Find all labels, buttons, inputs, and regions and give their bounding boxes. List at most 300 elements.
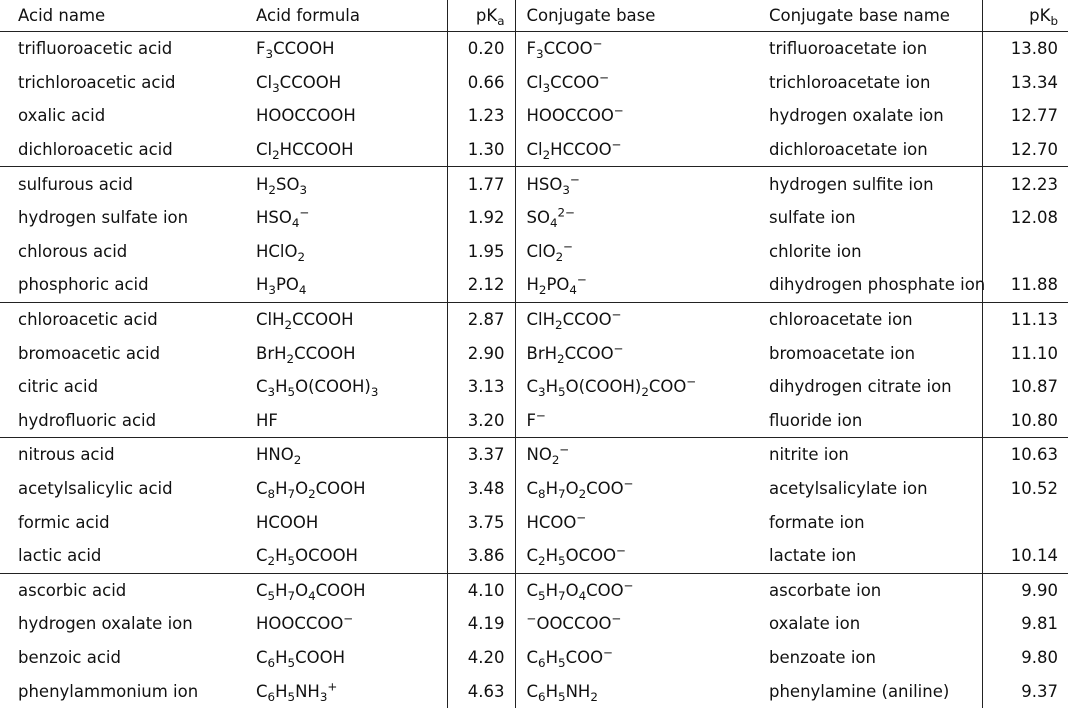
- acid-formula-cell-part: HCCOOH: [279, 140, 354, 160]
- conjugate-base-cell-part: 3: [538, 385, 546, 400]
- conjugate-base-cell-part: COO: [565, 647, 604, 667]
- acid-formula-cell-part: 7: [287, 487, 296, 502]
- acid-formula-cell-part: H: [275, 377, 288, 397]
- conjugate-base-cell-part: CCOO: [564, 343, 614, 363]
- conjugate-base-name-cell: lactate ion: [751, 539, 982, 573]
- conjugate-base-name-cell: fluoride ion: [751, 404, 982, 438]
- acid-formula-cell-part: 4: [291, 216, 300, 231]
- acid-formula-cell-part: CCOOH: [292, 310, 354, 330]
- conjugate-base-cell: [515, 641, 751, 675]
- conjugate-base-cell-part: 2−: [557, 205, 576, 220]
- acid-formula-cell-part: 5: [267, 588, 276, 603]
- conjugate-base-cell-part: −: [569, 172, 580, 187]
- conjugate-base-cell-part: 2: [641, 385, 649, 400]
- conjugate-base-cell-part: HOOCCOO: [526, 106, 614, 126]
- acid-formula-cell: [238, 133, 447, 167]
- acid-formula-cell-part: −: [343, 611, 354, 626]
- acid-name-cell: hydrofluoric acid: [0, 404, 238, 438]
- conjugate-base-cell: [515, 32, 751, 66]
- conjugate-base-cell-part: 5: [558, 554, 566, 569]
- acid-formula-cell-part: 2: [267, 554, 276, 569]
- conjugate-base-name-cell: trifluoroacetate ion: [769, 39, 928, 59]
- conjugate-base-cell-part: H: [545, 479, 559, 499]
- conjugate-base-cell-part: 5: [538, 588, 546, 603]
- pka-cell: 1.23: [447, 99, 515, 133]
- conjugate-base-cell: [515, 302, 751, 336]
- conjugate-base-cell-part: OCOO: [565, 546, 617, 566]
- acid-name-cell: chlorous acid: [18, 241, 128, 261]
- conjugate-base-cell-part: F: [526, 39, 536, 59]
- conjugate-base-cell-part: C: [526, 580, 539, 600]
- pkb-cell: 13.80: [982, 32, 1068, 66]
- acid-name-cell: ascorbic acid: [18, 580, 127, 600]
- conjugate-base-name-cell: bromoacetate ion: [769, 343, 916, 363]
- conjugate-base-cell-part: 4: [549, 216, 558, 231]
- acid-formula-cell-part: C: [256, 647, 268, 667]
- acid-formula-cell-part: Cl: [256, 140, 273, 160]
- pka-cell: 1.30: [447, 133, 515, 167]
- acid-formula-cell-part: 6: [267, 656, 276, 671]
- table-row: [0, 268, 1068, 302]
- acid-formula-cell: [238, 66, 447, 100]
- acid-formula-cell-part: C: [256, 546, 268, 566]
- conjugate-base-cell-part: −: [616, 543, 627, 558]
- acid-name-cell: benzoic acid: [18, 647, 121, 667]
- acid-name-cell: bromoacetic acid: [18, 343, 161, 363]
- table-row: [0, 404, 1068, 438]
- conjugate-base-cell-part: H: [545, 377, 559, 397]
- conjugate-base-cell-part: −: [613, 103, 624, 118]
- conjugate-base-cell: [515, 133, 751, 167]
- acid-formula-cell: [238, 32, 447, 66]
- conjugate-base-cell-part: −: [576, 510, 587, 525]
- pka-cell: 4.10: [447, 573, 515, 607]
- conjugate-base-cell-part: HSO: [526, 174, 563, 194]
- conjugate-base-cell-part: Cl: [526, 140, 543, 160]
- pka-cell: 3.75: [447, 505, 515, 539]
- conjugate-base-cell-part: F: [526, 410, 536, 430]
- table-row: [0, 201, 1068, 235]
- conjugate-base-cell-part: −: [576, 272, 587, 287]
- conjugate-base-cell-part: 2: [538, 283, 547, 298]
- acid-formula-cell: [238, 336, 447, 370]
- conjugate-base-cell-part: 2: [555, 318, 563, 333]
- conjugate-base-cell-part: −: [592, 36, 603, 51]
- acid-formula-cell-part: 3: [319, 689, 328, 704]
- table-row: [0, 607, 1068, 641]
- acid-formula-cell-part: 5: [287, 656, 296, 671]
- conjugate-base-cell: [515, 336, 751, 370]
- header-acid-formula: Acid formula: [238, 0, 447, 32]
- header-row: [0, 0, 1068, 32]
- conjugate-base-cell: [515, 404, 751, 438]
- pka-cell: 3.20: [447, 404, 515, 438]
- pka-cell: 2.87: [447, 302, 515, 336]
- acid-formula-cell-part: O(COOH): [295, 377, 371, 397]
- table-row: [0, 641, 1068, 675]
- acid-formula-cell-part: 5: [287, 689, 296, 704]
- conjugate-base-cell-part: 5: [558, 385, 566, 400]
- header-pkb-base: pK: [1029, 6, 1051, 25]
- conjugate-base-cell-part: 6: [538, 656, 546, 671]
- conjugate-base-cell-part: NO: [526, 445, 552, 465]
- acid-formula-cell: [238, 573, 447, 607]
- acid-formula-cell-part: SO: [275, 174, 300, 194]
- pkb-cell: 9.37: [982, 674, 1068, 708]
- conjugate-base-cell-part: 2: [555, 250, 564, 265]
- conjugate-base-cell-part: H: [545, 681, 559, 701]
- acid-formula-cell-part: H: [256, 174, 269, 194]
- pkb-cell: 12.23: [982, 167, 1068, 201]
- pka-cell: 0.66: [447, 66, 515, 100]
- acid-formula-cell-part: COOH: [315, 479, 366, 499]
- table-row: [0, 370, 1068, 404]
- conjugate-base-cell: [515, 472, 751, 506]
- header-acid-name: Acid name: [0, 0, 238, 32]
- acid-formula-cell-part: 3: [265, 47, 274, 62]
- conjugate-base-cell-part: −: [611, 307, 622, 322]
- acid-name-cell: phosphoric acid: [0, 268, 238, 302]
- conjugate-base-name-cell: dichloroacetate ion: [751, 133, 982, 167]
- conjugate-base-cell-part: COO: [586, 580, 624, 600]
- conjugate-base-cell: [515, 167, 751, 201]
- header-conjugate-base-name: Conjugate base name: [751, 0, 982, 32]
- conjugate-base-cell: [515, 99, 751, 133]
- acid-formula-cell-part: CCOOH: [294, 343, 356, 363]
- conjugate-base-cell-part: 7: [558, 588, 566, 603]
- table-row: [0, 438, 1068, 472]
- conjugate-base-cell-part: COO: [648, 377, 687, 397]
- conjugate-base-cell-part: H: [545, 580, 559, 600]
- conjugate-base-cell: [515, 201, 751, 235]
- conjugate-base-cell: [515, 674, 751, 708]
- conjugate-base-cell: [515, 539, 751, 573]
- acid-name-cell: dichloroacetic acid: [0, 133, 238, 167]
- conjugate-base-cell-part: OOCCOO: [536, 614, 612, 634]
- pka-cell: 2.90: [447, 336, 515, 370]
- conjugate-base-cell: [515, 573, 751, 607]
- acid-name-cell: citric acid: [18, 377, 99, 397]
- acid-name-cell: acetylsalicylic acid: [18, 479, 173, 499]
- acid-formula-cell: [238, 302, 447, 336]
- pkb-cell: 12.77: [982, 99, 1068, 133]
- acid-formula-cell: [238, 167, 447, 201]
- conjugate-base-cell-part: CCOO: [550, 72, 600, 92]
- header-pkb-sub: b: [1050, 14, 1058, 29]
- acid-formula-cell-part: COOH: [315, 580, 366, 600]
- acid-formula-cell-part: HF: [256, 410, 278, 430]
- conjugate-base-cell-part: CCOO: [543, 39, 593, 59]
- conjugate-base-cell-part: H: [545, 546, 559, 566]
- conjugate-base-cell-part: O: [565, 580, 579, 600]
- acid-formula-cell-part: H: [256, 275, 269, 295]
- acid-formula-cell-part: NH: [295, 681, 320, 701]
- conjugate-base-cell-part: −: [599, 70, 610, 85]
- acid-formula-cell-part: C: [256, 377, 268, 397]
- acid-formula-cell-part: H: [275, 546, 288, 566]
- acid-formula-cell-part: HClO: [256, 241, 298, 261]
- conjugate-base-name-cell: hydrogen oxalate ion: [769, 106, 944, 126]
- pkb-cell: 13.34: [982, 66, 1068, 100]
- conjugate-base-cell-part: −: [613, 341, 624, 356]
- pka-cell: 4.63: [447, 674, 515, 708]
- conjugate-base-cell-part: ClH: [526, 310, 556, 330]
- conjugate-base-cell: [515, 607, 751, 641]
- conjugate-base-cell-part: SO: [526, 208, 550, 228]
- conjugate-base-cell-part: C: [526, 546, 539, 566]
- acid-formula-cell-part: 2: [297, 250, 306, 265]
- table-row: [0, 99, 1068, 133]
- acid-formula-cell-part: Cl: [256, 72, 273, 92]
- pkb-cell: 10.87: [982, 370, 1068, 404]
- conjugate-base-cell-part: −: [536, 408, 546, 423]
- acid-formula-cell-part: C: [256, 681, 268, 701]
- acid-name-cell: phenylammonium ion: [18, 681, 199, 701]
- conjugate-base-cell-part: 2: [578, 487, 587, 502]
- pka-cell: 4.20: [447, 641, 515, 675]
- conjugate-base-cell-part: 3: [562, 182, 570, 197]
- acid-formula-cell: [238, 99, 447, 133]
- conjugate-base-cell-part: 4: [578, 588, 587, 603]
- acid-formula-cell: [238, 539, 447, 573]
- conjugate-base-cell-part: NH: [565, 681, 591, 701]
- acid-formula-cell: [238, 438, 447, 472]
- acid-formula-cell-part: HOOCCOO: [256, 614, 344, 634]
- conjugate-base-cell-part: O: [565, 479, 579, 499]
- conjugate-base-name-cell: oxalate ion: [769, 614, 861, 634]
- conjugate-base-cell-part: C: [526, 377, 539, 397]
- conjugate-base-cell-part: −: [623, 578, 634, 593]
- conjugate-base-cell-part: 5: [558, 656, 566, 671]
- pka-cell: 2.12: [447, 268, 515, 302]
- conjugate-base-cell-part: 2: [542, 148, 551, 163]
- acid-formula-cell: [238, 607, 447, 641]
- acid-formula-cell-part: H: [275, 681, 288, 701]
- conjugate-base-cell-part: −: [623, 476, 634, 491]
- conjugate-base-cell-part: O(COOH): [565, 377, 642, 397]
- header-pkb: [982, 0, 1068, 32]
- header-pka: [447, 0, 515, 32]
- pka-cell: 3.86: [447, 539, 515, 573]
- acid-formula-cell: [238, 370, 447, 404]
- conjugate-base-name-cell: sulfate ion: [769, 208, 856, 228]
- acid-formula-cell: [238, 404, 447, 438]
- pkb-cell: [982, 505, 1068, 539]
- acid-formula-cell-part: 5: [287, 554, 296, 569]
- conjugate-base-name-cell: trichloroacetate ion: [769, 72, 931, 92]
- table-row: [0, 235, 1068, 269]
- pka-cell: 3.37: [447, 438, 515, 472]
- acid-formula-cell-part: CCOOH: [279, 72, 342, 92]
- pkb-cell: 11.13: [982, 302, 1068, 336]
- acid-formula-cell-part: C: [256, 479, 268, 499]
- acid-formula-cell-part: 5: [287, 385, 296, 400]
- acid-name-cell: hydrogen oxalate ion: [18, 614, 193, 634]
- conjugate-base-cell-part: CCOO: [562, 310, 612, 330]
- acid-formula-cell-part: 3: [268, 283, 276, 298]
- conjugate-base-cell-part: −: [611, 611, 622, 626]
- conjugate-base-cell-part: 6: [538, 689, 546, 704]
- acid-formula-cell-part: HCOOH: [256, 512, 319, 532]
- acid-formula-cell-part: +: [327, 679, 338, 694]
- acid-formula-cell-part: 8: [267, 487, 276, 502]
- table-row: [0, 472, 1068, 506]
- acid-formula-cell: [238, 674, 447, 708]
- conjugate-base-cell-part: Cl: [526, 72, 543, 92]
- pkb-cell: 11.10: [982, 336, 1068, 370]
- acid-name-cell: hydrogen sulfate ion: [18, 208, 189, 228]
- conjugate-base-name-cell: hydrogen sulfite ion: [769, 174, 934, 194]
- table-row: [0, 133, 1068, 167]
- conjugate-base-cell: [515, 438, 751, 472]
- table-row: [0, 336, 1068, 370]
- table-row: [0, 674, 1068, 708]
- table-body: [0, 32, 1068, 708]
- conjugate-base-cell-part: 3: [536, 47, 544, 62]
- acid-formula-cell-part: 3: [272, 81, 280, 96]
- conjugate-base-cell-part: H: [526, 275, 539, 295]
- table-row: [0, 573, 1068, 607]
- conjugate-base-cell: [515, 66, 751, 100]
- acid-formula-cell-part: C: [256, 580, 268, 600]
- conjugate-base-name-cell: nitrite ion: [769, 445, 849, 465]
- conjugate-base-cell-part: −: [603, 645, 614, 660]
- pkb-cell: 11.88: [982, 268, 1068, 302]
- conjugate-base-name-cell: acetylsalicylate ion: [769, 479, 928, 499]
- acid-name-cell: trifluoroacetic acid: [18, 39, 173, 59]
- table-row: [0, 167, 1068, 201]
- conjugate-base-name-cell: dihydrogen citrate ion: [769, 377, 952, 397]
- pkb-cell: 10.14: [982, 539, 1068, 573]
- conjugate-base-name-cell: chloroacetate ion: [769, 310, 913, 330]
- acid-name-cell: nitrous acid: [18, 445, 115, 465]
- acid-formula-cell: [238, 641, 447, 675]
- conjugate-base-cell-part: 3: [542, 81, 551, 96]
- conjugate-base-cell-part: C: [526, 647, 539, 667]
- acid-formula-cell-part: ClH: [256, 310, 285, 330]
- pka-cell: 4.19: [447, 607, 515, 641]
- conjugate-base-cell-part: COO: [586, 479, 624, 499]
- acid-formula-cell-part: 2: [268, 182, 276, 197]
- acid-formula-cell-part: HNO: [256, 445, 294, 465]
- acid-formula-cell: [238, 268, 447, 302]
- pkb-cell: [982, 235, 1068, 269]
- acid-name-cell: chloroacetic acid: [18, 310, 158, 330]
- header-pka-sub: a: [497, 14, 505, 29]
- pkb-cell: 9.90: [982, 573, 1068, 607]
- conjugate-base-name-cell: formate ion: [769, 512, 865, 532]
- pka-cell: 1.95: [447, 235, 515, 269]
- pkb-cell: 9.80: [982, 641, 1068, 675]
- header-conjugate-base: Conjugate base: [515, 0, 751, 32]
- conjugate-base-cell-part: 7: [558, 487, 566, 502]
- acid-name-cell: formic acid: [18, 512, 110, 532]
- pkb-cell: 10.63: [982, 438, 1068, 472]
- acid-formula-cell: [238, 235, 447, 269]
- conjugate-base-name-cell: ascorbate ion: [769, 580, 882, 600]
- conjugate-base-cell-part: HCOO: [526, 512, 577, 532]
- acid-formula-cell-part: O: [295, 580, 309, 600]
- conjugate-base-cell-part: C: [526, 681, 539, 701]
- conjugate-base-cell-part: 5: [558, 689, 566, 704]
- acid-name-cell: trichloroacetic acid: [18, 72, 176, 92]
- table-row: [0, 66, 1068, 100]
- table-row: [0, 539, 1068, 573]
- conjugate-base-cell-part: 4: [569, 283, 577, 298]
- conjugate-base-cell-part: −: [611, 137, 622, 152]
- table-row: [0, 505, 1068, 539]
- acid-formula-cell-part: 3: [267, 385, 276, 400]
- acid-formula-cell-part: OCOOH: [295, 546, 358, 566]
- conjugate-base-cell-part: H: [545, 647, 559, 667]
- acid-formula-cell-part: CCOOH: [273, 39, 335, 59]
- pkb-cell: 12.70: [982, 133, 1068, 167]
- header-pka-base: pK: [475, 6, 498, 25]
- conjugate-base-cell-part: 2: [590, 689, 598, 704]
- conjugate-base-name-cell: chlorite ion: [769, 241, 862, 261]
- acid-formula-cell-part: HOOCCOOH: [256, 106, 356, 126]
- pkb-cell: 10.52: [982, 472, 1068, 506]
- acid-formula-cell-part: HSO: [256, 208, 292, 228]
- conjugate-base-cell: [515, 235, 751, 269]
- acid-formula-cell-part: 4: [298, 283, 307, 298]
- acid-formula-cell: [238, 201, 447, 235]
- acid-formula-cell-part: 2: [272, 148, 280, 163]
- table-row: [0, 32, 1068, 66]
- acid-formula-cell: [238, 472, 447, 506]
- conjugate-base-cell-part: 8: [538, 487, 546, 502]
- pka-cell: 0.20: [447, 32, 515, 66]
- conjugate-base-cell-part: 2: [551, 453, 560, 468]
- acid-formula-cell-part: 2: [284, 318, 293, 333]
- conjugate-base-cell-part: 2: [538, 554, 546, 569]
- acid-formula-cell-part: 7: [287, 588, 296, 603]
- acid-formula-cell-part: 4: [308, 588, 316, 603]
- acid-formula-cell: [238, 505, 447, 539]
- pkb-cell: 10.80: [982, 404, 1068, 438]
- acid-formula-cell-part: PO: [275, 275, 299, 295]
- acid-formula-cell-part: 6: [267, 689, 276, 704]
- acid-formula-cell-part: O: [295, 479, 309, 499]
- acid-formula-cell-part: H: [275, 479, 288, 499]
- acid-formula-cell-part: COOH: [295, 647, 345, 667]
- conjugate-base-cell-part: −: [686, 374, 697, 389]
- conjugate-base-cell: [515, 370, 751, 404]
- pka-cell: 3.13: [447, 370, 515, 404]
- acid-formula-cell-part: −: [299, 205, 310, 220]
- conjugate-base-cell-part: C: [526, 479, 539, 499]
- table-row: [0, 302, 1068, 336]
- acid-formula-cell-part: F: [256, 39, 266, 59]
- acid-formula-cell-part: BrH: [256, 343, 287, 363]
- conjugate-base-cell-part: HCCOO: [550, 140, 612, 160]
- conjugate-base-cell-part: 2: [557, 351, 565, 366]
- pka-cell: 1.92: [447, 201, 515, 235]
- acid-formula-cell-part: 3: [370, 385, 379, 400]
- conjugate-base-cell: [515, 268, 751, 302]
- pka-cell: 1.77: [447, 167, 515, 201]
- conjugate-base-cell-part: PO: [546, 275, 570, 295]
- conjugate-base-name-cell: benzoate ion: [769, 647, 876, 667]
- pkb-cell: 12.08: [982, 201, 1068, 235]
- conjugate-base-name-cell: phenylamine (aniline): [769, 681, 950, 701]
- acid-name-cell: sulfurous acid: [18, 174, 133, 194]
- acid-formula-cell-part: 2: [293, 453, 302, 468]
- conjugate-base-cell-part: BrH: [526, 343, 558, 363]
- acid-formula-cell-part: 3: [299, 182, 308, 197]
- pka-cell: 3.48: [447, 472, 515, 506]
- conjugate-base-name-cell: dihydrogen phosphate ion: [751, 268, 982, 302]
